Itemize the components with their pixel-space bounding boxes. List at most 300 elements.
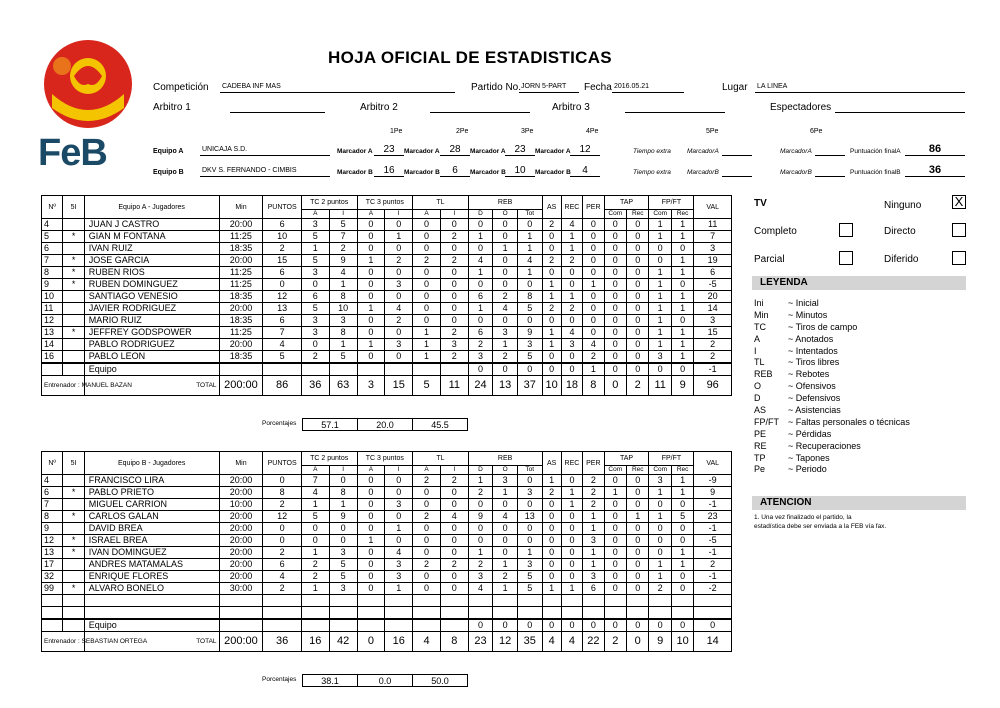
player-name: MIGUEL CARRION bbox=[84, 499, 219, 511]
stat-cell: 0 bbox=[671, 279, 693, 291]
stat-cell: 0 bbox=[413, 523, 441, 535]
equipo-stat: 0 bbox=[626, 363, 648, 376]
total-stat: 18 bbox=[561, 376, 582, 396]
player-number: 10 bbox=[42, 291, 63, 303]
puntuacion-final-b-label: Puntuación finalB bbox=[850, 169, 901, 176]
stat-cell: 1 bbox=[649, 303, 671, 315]
equipo-stat bbox=[440, 619, 468, 632]
score-b-4: 4 bbox=[570, 166, 600, 177]
stat-cell: 0 bbox=[626, 339, 648, 351]
col-no: Nº bbox=[42, 452, 63, 475]
stat-cell: 2 bbox=[413, 255, 441, 267]
arbitro2-label: Arbitro 2 bbox=[360, 102, 398, 113]
stat-cell: -2 bbox=[694, 583, 732, 595]
stat-cell: 3 bbox=[649, 351, 671, 364]
stat-cell: 15 bbox=[694, 327, 732, 339]
stat-cell: 0 bbox=[626, 255, 648, 267]
team-a-player-row bbox=[42, 231, 732, 243]
stat-cell: 3 bbox=[385, 499, 413, 511]
stat-cell: 6 bbox=[583, 583, 604, 595]
stat-cell: 15 bbox=[263, 255, 302, 267]
stat-cell: 0 bbox=[385, 291, 413, 303]
equipo-stat bbox=[440, 363, 468, 376]
stat-cell: 2 bbox=[542, 487, 561, 499]
col-tap: TAP bbox=[604, 452, 649, 466]
stat-cell: 2 bbox=[263, 499, 302, 511]
stat-cell: 0 bbox=[517, 279, 542, 291]
stat-cell: 1 bbox=[357, 255, 385, 267]
stat-cell: 1 bbox=[493, 339, 518, 351]
stat-cell: 0 bbox=[583, 231, 604, 243]
stat-cell: 2 bbox=[561, 255, 582, 267]
empty-cell bbox=[357, 595, 385, 607]
stat-cell: 0 bbox=[357, 571, 385, 583]
stat-cell: 3 bbox=[493, 327, 518, 339]
team-b-player-row bbox=[42, 475, 732, 487]
stat-cell: 4 bbox=[263, 571, 302, 583]
stat-cell: 0 bbox=[301, 535, 329, 547]
equipo-a-name: UNICAJA S.D. bbox=[200, 145, 330, 156]
stat-cell: 1 bbox=[671, 547, 693, 559]
stat-cell: 19 bbox=[694, 255, 732, 267]
team-a-rows bbox=[42, 219, 732, 364]
stat-cell: -5 bbox=[694, 279, 732, 291]
team-a-pct-label: Porcentajes bbox=[262, 420, 297, 427]
stat-cell: 1 bbox=[671, 327, 693, 339]
stat-cell: 0 bbox=[385, 511, 413, 523]
stat-cell: 0 bbox=[440, 487, 468, 499]
stat-cell: 20:00 bbox=[219, 547, 263, 559]
tv-diferido-checkbox[interactable] bbox=[952, 251, 966, 265]
stat-cell: 1 bbox=[493, 487, 518, 499]
arbitro3-value bbox=[625, 102, 725, 113]
stat-cell: 0 bbox=[604, 351, 626, 364]
stat-cell: 0 bbox=[493, 535, 518, 547]
stat-cell: 4 bbox=[468, 255, 493, 267]
stat-cell: 0 bbox=[468, 523, 493, 535]
col-tc3: TC 3 puntos bbox=[357, 196, 413, 210]
total-stat: 16 bbox=[301, 631, 329, 651]
player-number: 12 bbox=[42, 535, 63, 547]
stat-cell: 1 bbox=[493, 559, 518, 571]
stat-cell: 0 bbox=[626, 279, 648, 291]
stat-cell bbox=[63, 243, 84, 255]
stat-cell: 1 bbox=[583, 523, 604, 535]
col-tc2: TC 2 puntos bbox=[301, 196, 357, 210]
stat-cell: 0 bbox=[440, 571, 468, 583]
page-title: HOJA OFICIAL DE ESTADISTICAS bbox=[328, 48, 612, 67]
stat-cell: 0 bbox=[583, 243, 604, 255]
player-name: RUBEN RIOS bbox=[84, 267, 219, 279]
stat-cell: 0 bbox=[493, 499, 518, 511]
stat-cell: 1 bbox=[517, 231, 542, 243]
player-name: FRANCISCO LIRA bbox=[84, 475, 219, 487]
stat-cell: 4 bbox=[493, 511, 518, 523]
stat-cell: 0 bbox=[357, 559, 385, 571]
stat-cell: 7 bbox=[263, 327, 302, 339]
stat-cell: * bbox=[63, 487, 84, 499]
stat-cell: 0 bbox=[329, 523, 357, 535]
total-stat: 86 bbox=[263, 376, 302, 396]
stat-cell: 1 bbox=[517, 267, 542, 279]
col-as: AS bbox=[542, 452, 561, 475]
stat-cell: 0 bbox=[542, 571, 561, 583]
stat-cell: 1 bbox=[542, 475, 561, 487]
stat-cell: 0 bbox=[604, 243, 626, 255]
stat-cell: 0 bbox=[604, 523, 626, 535]
stat-cell: 0 bbox=[413, 547, 441, 559]
marcador-b-1-label: Marcador B bbox=[337, 169, 373, 176]
stat-cell: 1 bbox=[671, 255, 693, 267]
stat-cell: 3 bbox=[694, 243, 732, 255]
stat-cell: 9 bbox=[468, 511, 493, 523]
tv-directo-checkbox[interactable] bbox=[952, 223, 966, 237]
player-name: JUAN J CASTRO bbox=[84, 219, 219, 231]
player-name: SANTIAGO VENESIO bbox=[84, 291, 219, 303]
team-a-footer bbox=[42, 363, 732, 396]
leyenda-list bbox=[754, 298, 966, 476]
team-b-stats-table bbox=[41, 451, 732, 652]
stat-cell: 18:35 bbox=[219, 243, 263, 255]
player-name: PABLO PRIETO bbox=[84, 487, 219, 499]
total-stat: 5 bbox=[413, 376, 441, 396]
equipo-b-label: Equipo B bbox=[153, 169, 184, 176]
player-name: IVAN DOMINGUEZ bbox=[84, 547, 219, 559]
stat-cell: 2 bbox=[301, 351, 329, 364]
stat-cell: 9 bbox=[329, 511, 357, 523]
stat-cell: 3 bbox=[301, 327, 329, 339]
stat-cell: 5 bbox=[301, 303, 329, 315]
stat-cell: 1 bbox=[357, 303, 385, 315]
leyenda-item bbox=[754, 346, 966, 358]
stat-cell: 0 bbox=[604, 535, 626, 547]
equipo-stat: 0 bbox=[517, 619, 542, 632]
player-number: 16 bbox=[42, 351, 63, 364]
stat-cell: 0 bbox=[583, 303, 604, 315]
stat-cell: 0 bbox=[626, 535, 648, 547]
stat-cell: 4 bbox=[468, 583, 493, 595]
stat-cell: 1 bbox=[517, 547, 542, 559]
empty-cell bbox=[263, 595, 302, 607]
stat-cell: 1 bbox=[468, 267, 493, 279]
fecha-value: 2016.05.21 bbox=[612, 82, 684, 93]
stat-cell: 0 bbox=[357, 547, 385, 559]
stat-cell: 0 bbox=[561, 511, 582, 523]
stat-cell: 1 bbox=[468, 547, 493, 559]
player-number: 4 bbox=[42, 475, 63, 487]
stat-cell: 0 bbox=[357, 511, 385, 523]
feb-logo-text: FeB bbox=[38, 132, 107, 174]
empty-cell bbox=[517, 595, 542, 607]
stat-cell: 0 bbox=[357, 327, 385, 339]
leyenda-desc: ~ Intentados bbox=[788, 345, 838, 356]
stat-cell: 2 bbox=[263, 547, 302, 559]
stat-cell: 0 bbox=[649, 499, 671, 511]
col-reb: REB bbox=[468, 452, 542, 466]
stat-cell: 23 bbox=[694, 511, 732, 523]
stat-cell: 7 bbox=[329, 231, 357, 243]
empty-cell bbox=[219, 607, 263, 619]
col-tc3-i: I bbox=[385, 466, 413, 475]
equipo-stat bbox=[413, 363, 441, 376]
stat-cell: 2 bbox=[649, 583, 671, 595]
stat-cell: 3 bbox=[561, 339, 582, 351]
equipo-stat bbox=[219, 619, 263, 632]
player-name: PABLO LEON bbox=[84, 351, 219, 364]
stat-cell: 20:00 bbox=[219, 559, 263, 571]
leyenda-item bbox=[754, 369, 966, 381]
stat-cell: 0 bbox=[583, 327, 604, 339]
col-no: Nº bbox=[42, 196, 63, 219]
tv-completo-checkbox[interactable] bbox=[839, 223, 853, 237]
empty-cell bbox=[385, 607, 413, 619]
stat-cell bbox=[63, 339, 84, 351]
stat-cell: 6 bbox=[263, 267, 302, 279]
stat-cell: 2 bbox=[468, 339, 493, 351]
empty-cell bbox=[329, 595, 357, 607]
score-b-1: 16 bbox=[374, 166, 404, 177]
stat-cell: 0 bbox=[301, 523, 329, 535]
stat-cell: 6 bbox=[468, 327, 493, 339]
arbitro3-label: Arbitro 3 bbox=[552, 102, 590, 113]
player-number: 8 bbox=[42, 267, 63, 279]
team-a-stats-table bbox=[41, 195, 732, 396]
leyenda-key: TP bbox=[754, 452, 766, 463]
stat-cell: 0 bbox=[357, 231, 385, 243]
stat-cell: 0 bbox=[626, 571, 648, 583]
equipo-stat: -1 bbox=[694, 363, 732, 376]
stat-cell: 11:25 bbox=[219, 267, 263, 279]
player-name: ANDRES MATAMALAS bbox=[84, 559, 219, 571]
stat-cell bbox=[63, 559, 84, 571]
leyenda-desc: ~ Inicial bbox=[788, 298, 819, 308]
team-b-total-row bbox=[42, 631, 732, 651]
col-reb-o: O bbox=[493, 466, 518, 475]
stat-cell bbox=[63, 499, 84, 511]
stat-cell: 20:00 bbox=[219, 219, 263, 231]
empty-cell bbox=[561, 607, 582, 619]
stat-cell: 0 bbox=[604, 291, 626, 303]
player-name: MARIO RUIZ bbox=[84, 315, 219, 327]
stat-cell: 0 bbox=[357, 267, 385, 279]
tv-ninguno-checkbox[interactable]: X bbox=[952, 195, 966, 209]
col-rec: REC bbox=[561, 196, 582, 219]
stat-cell: 1 bbox=[583, 559, 604, 571]
player-number: 6 bbox=[42, 243, 63, 255]
stat-cell: 0 bbox=[604, 475, 626, 487]
stat-cell: 6 bbox=[694, 267, 732, 279]
stat-cell: 0 bbox=[468, 243, 493, 255]
stat-cell: 1 bbox=[301, 547, 329, 559]
team-a-player-row bbox=[42, 243, 732, 255]
stat-cell: 0 bbox=[263, 475, 302, 487]
stat-cell: 2 bbox=[301, 559, 329, 571]
stat-cell: 2 bbox=[542, 219, 561, 231]
stat-cell: 3 bbox=[583, 535, 604, 547]
stat-cell: 2 bbox=[413, 475, 441, 487]
stat-cell: 0 bbox=[626, 303, 648, 315]
total-stat: 3 bbox=[357, 376, 385, 396]
stat-cell: 4 bbox=[561, 219, 582, 231]
leyenda-desc: ~ Defensivos bbox=[788, 393, 841, 404]
stat-cell: 0 bbox=[626, 475, 648, 487]
stat-cell: 6 bbox=[263, 315, 302, 327]
team-b-empty-row bbox=[42, 607, 732, 619]
stat-cell: 0 bbox=[604, 231, 626, 243]
stat-cell: 20:00 bbox=[219, 303, 263, 315]
stat-cell: 4 bbox=[263, 339, 302, 351]
stat-cell: 0 bbox=[542, 559, 561, 571]
col-tc3-a: A bbox=[357, 466, 385, 475]
stat-cell: 1 bbox=[649, 487, 671, 499]
empty-cell bbox=[604, 595, 626, 607]
stat-cell: 13 bbox=[263, 303, 302, 315]
stat-cell: 1 bbox=[649, 327, 671, 339]
stat-cell: 0 bbox=[561, 315, 582, 327]
empty-cell bbox=[329, 607, 357, 619]
tv-parcial-checkbox[interactable] bbox=[839, 251, 853, 265]
stat-cell: 4 bbox=[440, 511, 468, 523]
period-5-label: 5Pe bbox=[706, 128, 719, 135]
stat-cell: 1 bbox=[626, 511, 648, 523]
equipo-stat bbox=[263, 619, 302, 632]
stat-cell: 11 bbox=[694, 219, 732, 231]
total-stat: 11 bbox=[440, 376, 468, 396]
score-b-extra1 bbox=[722, 166, 752, 177]
stat-cell: * bbox=[63, 267, 84, 279]
stat-cell: 0 bbox=[604, 583, 626, 595]
player-number: 7 bbox=[42, 255, 63, 267]
stat-cell: 3 bbox=[301, 267, 329, 279]
atencion-line-1: 1. Una vez finalizado el partido, la bbox=[754, 514, 852, 521]
stat-cell: 0 bbox=[626, 327, 648, 339]
tv-directo-label: Directo bbox=[884, 226, 916, 237]
stat-cell: 3 bbox=[329, 547, 357, 559]
stat-cell: 0 bbox=[468, 499, 493, 511]
stat-cell: 0 bbox=[413, 243, 441, 255]
stat-cell: 1 bbox=[413, 351, 441, 364]
stat-cell: 1 bbox=[671, 339, 693, 351]
stat-cell: 1 bbox=[604, 487, 626, 499]
period-2-label: 2Pe bbox=[456, 128, 469, 135]
stat-cell: * bbox=[63, 511, 84, 523]
stat-cell: 0 bbox=[385, 267, 413, 279]
equipo-stat bbox=[357, 363, 385, 376]
team-b-pct-table bbox=[302, 674, 468, 687]
stat-cell: 4 bbox=[329, 267, 357, 279]
player-name: JEFFREY GODSPOWER bbox=[84, 327, 219, 339]
equipo-stat: 1 bbox=[583, 363, 604, 376]
stat-cell: 0 bbox=[440, 523, 468, 535]
team-b-player-row bbox=[42, 583, 732, 595]
total-stat: 63 bbox=[329, 376, 357, 396]
total-stat: 2 bbox=[604, 631, 626, 651]
stat-cell: 20:00 bbox=[219, 523, 263, 535]
col-tc3-i: I bbox=[385, 210, 413, 219]
empty-cell bbox=[694, 595, 732, 607]
stat-cell: 0 bbox=[542, 243, 561, 255]
stat-cell: 0 bbox=[440, 267, 468, 279]
stat-cell: 1 bbox=[542, 339, 561, 351]
player-number: 9 bbox=[42, 279, 63, 291]
stat-cell: 18:35 bbox=[219, 315, 263, 327]
team-b-equipo-row bbox=[42, 619, 732, 632]
stat-cell: 0 bbox=[671, 571, 693, 583]
partido-value: JORN 5-PART bbox=[519, 82, 579, 93]
stat-cell: * bbox=[63, 547, 84, 559]
stat-cell: 2 bbox=[413, 559, 441, 571]
stat-cell: 0 bbox=[357, 315, 385, 327]
stat-cell: 0 bbox=[493, 255, 518, 267]
stat-cell: 0 bbox=[649, 523, 671, 535]
stat-cell: 0 bbox=[385, 487, 413, 499]
stat-cell: 5 bbox=[301, 255, 329, 267]
stat-cell: 0 bbox=[604, 255, 626, 267]
stat-cell bbox=[63, 571, 84, 583]
leyenda-item bbox=[754, 405, 966, 417]
leyenda-item bbox=[754, 393, 966, 405]
equipo-label: Equipo bbox=[84, 363, 219, 376]
stat-cell: 0 bbox=[542, 535, 561, 547]
empty-cell bbox=[413, 595, 441, 607]
equipo-stat bbox=[413, 619, 441, 632]
stat-cell: 0 bbox=[671, 523, 693, 535]
stat-cell: 0 bbox=[440, 547, 468, 559]
tv-title: TV bbox=[754, 198, 767, 209]
coach-name: Entrenador : SEBASTIAN ORTEGA bbox=[42, 631, 85, 651]
player-name: JAVIER RODRIGUEZ bbox=[84, 303, 219, 315]
stat-cell: 0 bbox=[561, 279, 582, 291]
stat-cell: 0 bbox=[413, 267, 441, 279]
stat-cell: 1 bbox=[649, 267, 671, 279]
leyenda-item bbox=[754, 453, 966, 465]
stat-cell: 20:00 bbox=[219, 511, 263, 523]
stat-cell: 0 bbox=[604, 267, 626, 279]
col-reb-d: D bbox=[468, 466, 493, 475]
empty-cell bbox=[84, 607, 219, 619]
score-a-3: 23 bbox=[505, 145, 535, 156]
stat-cell: 1 bbox=[385, 523, 413, 535]
stat-cell: 0 bbox=[626, 231, 648, 243]
stat-cell: 3 bbox=[301, 315, 329, 327]
stat-cell: * bbox=[63, 231, 84, 243]
stat-cell: 0 bbox=[626, 219, 648, 231]
total-stat: 4 bbox=[561, 631, 582, 651]
equipo-stat: 0 bbox=[671, 619, 693, 632]
col-reb-tot: Tot bbox=[517, 210, 542, 219]
stat-cell: 0 bbox=[604, 315, 626, 327]
empty-cell bbox=[84, 595, 219, 607]
team-b-pct-tc2: 38.1 bbox=[303, 675, 358, 687]
col-tap-rec: Rec bbox=[626, 210, 648, 219]
leyenda-key: A bbox=[754, 333, 761, 344]
stat-cell: 0 bbox=[561, 267, 582, 279]
stat-cell: 0 bbox=[542, 499, 561, 511]
empty-cell bbox=[626, 607, 648, 619]
stat-cell: 0 bbox=[604, 499, 626, 511]
stat-cell: 10:00 bbox=[219, 499, 263, 511]
stat-cell: 2 bbox=[468, 487, 493, 499]
stat-cell: 0 bbox=[671, 243, 693, 255]
stat-cell: 20 bbox=[694, 291, 732, 303]
col-puntos: PUNTOS bbox=[263, 452, 302, 475]
stat-cell: 3 bbox=[301, 219, 329, 231]
equipo-stat bbox=[301, 619, 329, 632]
stat-cell: 0 bbox=[493, 267, 518, 279]
total-stat: 9 bbox=[649, 631, 671, 651]
leyenda-desc: ~ Asistencias bbox=[788, 405, 841, 416]
col-tl: TL bbox=[413, 196, 469, 210]
